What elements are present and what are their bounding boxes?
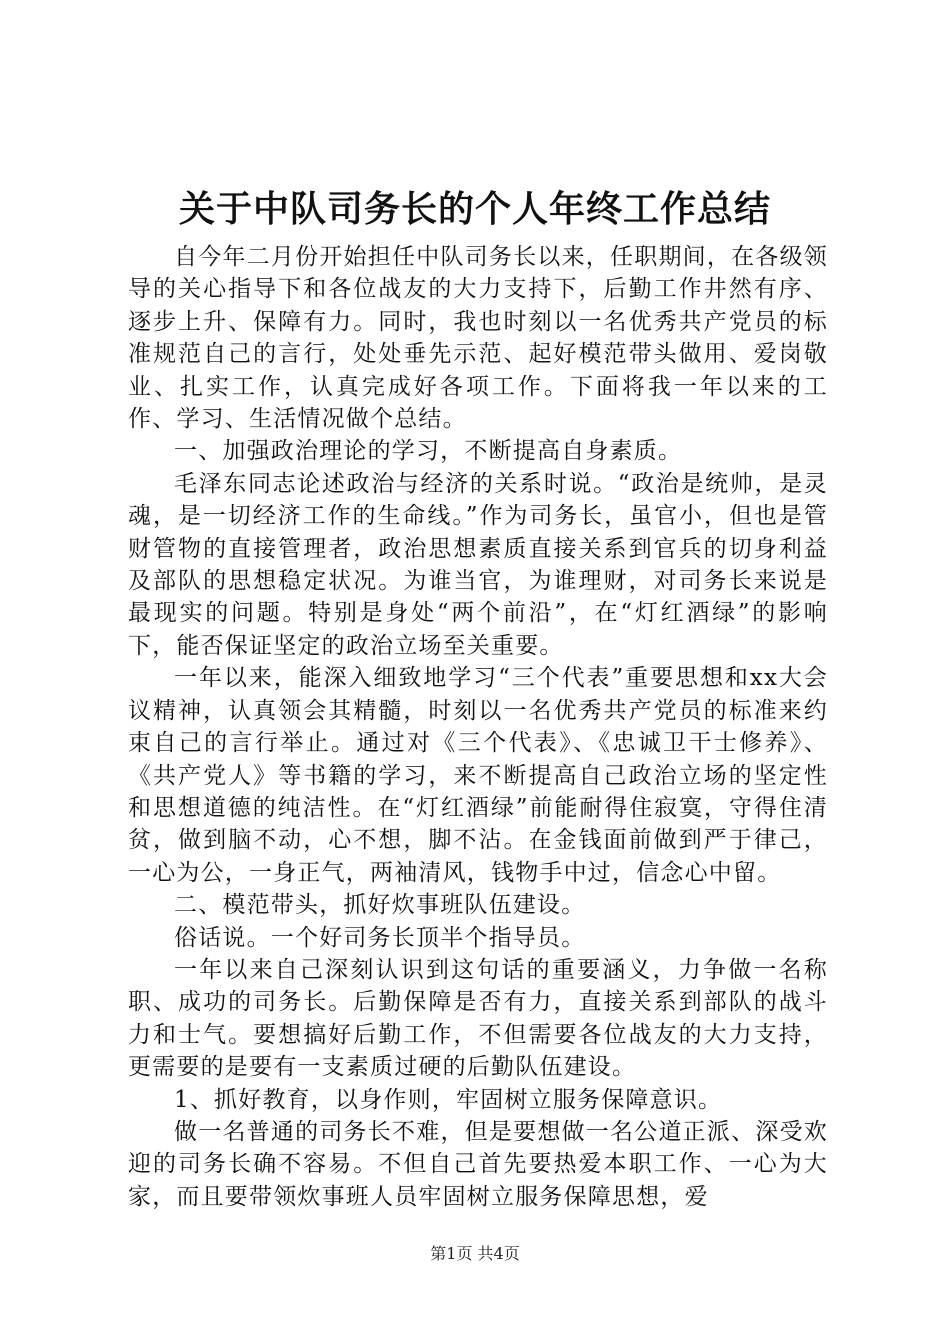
paragraph: 俗话说。一个好司务长顶半个指导员。: [174, 924, 586, 951]
paragraph-intro: 自今年二月份开始担任中队司务长以来，任职期间，在各级领导的关心指导下和各位战友的大力支持下，后勤工作井然有序、逐步上升、保障有力。同时，我也时刻以一名优秀共产党员的标准规范自己的言行，处处垂先示范、起好模范带头做用、爱岗敬业、扎实工作，认真完成好各项工作。下面将我一年以来的工作、学习、生活情况做个总结。: [128, 244, 828, 433]
document-title: 关于中队司务长的个人年终工作总结: [178, 189, 771, 230]
paragraph: 一年以来，能深入细致地学习“三个代表”重要思想和xx大会议精神，认真领会其精髓，时刻以一名优秀共产党员的标准来约束自己的言行举止。通过对《三个代表》、《忠诚卫干士修养》、《共产党人》等书籍的学习，来不断提高自己政治立场的坚定性和思想道德的纯洁性。在“灯红酒绿”前能耐得住寂寞，守得住清贫，做到脑不动，心不想，脚不沾。在金钱面前做到严于律己，一心为公，一身正气，两袖清风，钱物手中过，信念心中留。: [128, 665, 828, 886]
section-heading-1: 一、加强政治理论的学习，不断提高自身素质。: [174, 438, 683, 465]
paragraph: 一年以来自己深刻认识到这句话的重要涵义，力争做一名称职、成功的司务长。后勤保障是否有力，直接关系到部队的战斗力和士气。要想搞好后勤工作，不但需要各位战友的大力支持，更需要的是要有一支素质过硬的后勤队伍建设。: [128, 956, 828, 1081]
page-number-footer: 第1页 共4页: [430, 1244, 520, 1263]
paragraph: 毛泽东同志论述政治与经济的关系时说。“政治是统帅，是灵魂，是一切经济工作的生命线。”作为司务长，虽官小，但也是管财管物的直接管理者，政治思想素质直接关系到官兵的切身利益及部队的思想稳定状况。为谁当官，为谁理财，对司务长来说是最现实的问题。特别是身处“两个前沿”，在“灯红酒绿”的影响下，能否保证坚定的政治立场至关重要。: [128, 470, 828, 659]
subsection-heading-1: 1、抓好教育，以身作则，牢固树立服务保障意识。: [174, 1086, 723, 1113]
document-body: [128, 241, 828, 1213]
section-heading-2: 二、模范带头，抓好炊事班队伍建设。: [174, 892, 586, 919]
paragraph: 做一名普通的司务长不难，但是要想做一名公道正派、深受欢迎的司务长确不容易。不但自己首先要热爱本职工作、一心为大家，而且要带领炊事班人员牢固树立服务保障思想，爱: [128, 1118, 828, 1210]
